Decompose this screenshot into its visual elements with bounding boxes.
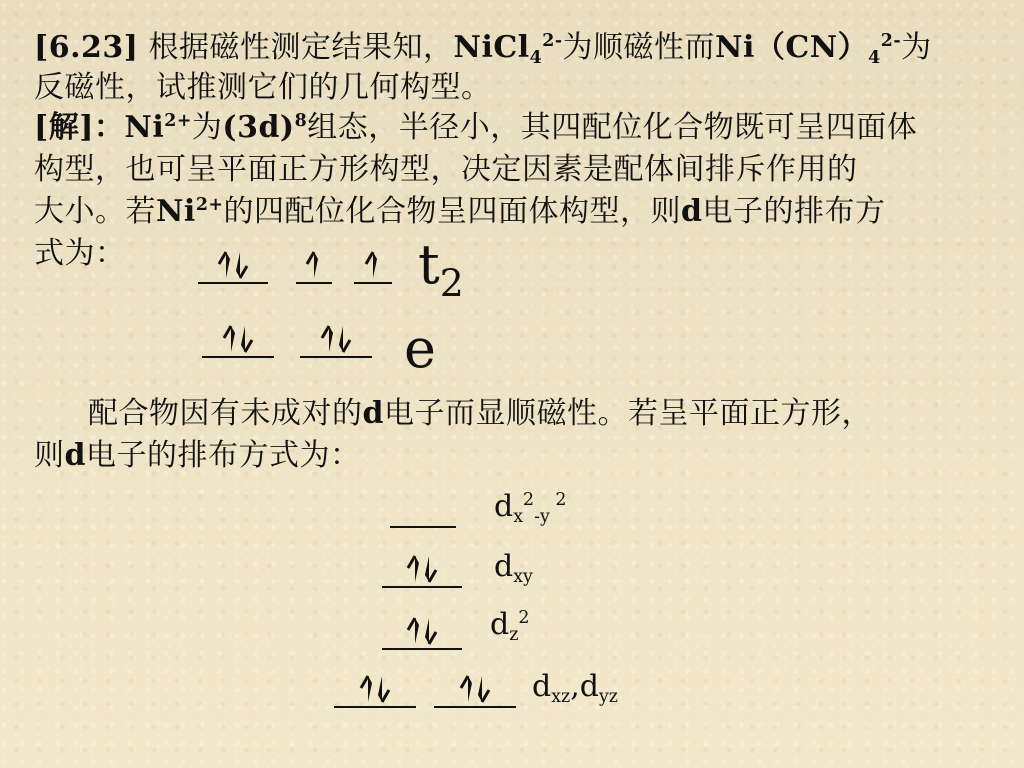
- e-orbital-1: [202, 318, 274, 358]
- electron-up-icon: [363, 248, 383, 282]
- e-orbital-2: [300, 318, 372, 358]
- t2-orbital-1: [198, 244, 268, 284]
- formula-nicl4: NiCl$_4^{2-}$: [453, 30, 563, 69]
- paragraph2-line-1: 配合物因有未成对的d电子而显顺磁性。若呈平面正方形，: [88, 396, 872, 431]
- problem-id: [6.23]: [34, 30, 139, 65]
- dxy-orbital: [382, 548, 462, 588]
- dz2-orbital: [382, 610, 462, 650]
- solution-line-3: 大小。若$Ni^{2+}$的四配位化合物呈四面体构型，则d电子的排布方: [34, 194, 886, 229]
- dx2y2-orbital: [390, 488, 456, 528]
- problem-text-3: 为: [901, 30, 932, 65]
- problem-line-2: 反磁性，试推测它们的几何构型。: [34, 70, 492, 105]
- electron-pair-icon: [357, 672, 393, 706]
- dxz-dyz-label: $d_{xz},d_{yz}$: [532, 669, 618, 708]
- electron-pair-icon: [404, 614, 440, 648]
- electron-up-icon: [304, 248, 324, 282]
- problem-line-1: [34, 28, 994, 68]
- dx2y2-label: $d_x^2_{-y}$ $^2$: [494, 489, 567, 528]
- problem-text-2: 为顺磁性而: [562, 30, 716, 65]
- formula-nicn4: $Ni(CN)_4^{2-}$: [715, 30, 902, 69]
- solution-line-2: 构型，也可呈平面正方形构型，决定因素是配体间排斥作用的: [34, 152, 858, 187]
- ni-ion: $Ni^{2+}$: [124, 110, 192, 145]
- paragraph2-line-2: 则d电子的排布方式为：: [34, 438, 361, 473]
- electron-pair-icon: [457, 672, 493, 706]
- t2-orbital-3: [354, 244, 392, 284]
- t2-orbital-2: [296, 244, 332, 284]
- dxz-orbital: [334, 668, 416, 708]
- solution-line-1: [解]：$Ni^{2+}$为$(3d)^8$组态，半径小，其四配位化合物既可呈四面体: [34, 110, 918, 145]
- solution-label: [解]：: [34, 110, 125, 145]
- electron-pair-icon: [220, 322, 256, 356]
- dxy-label: $d_{xy}$: [494, 549, 533, 588]
- electron-pair-icon: [318, 322, 354, 356]
- t2-label: $t_2$: [418, 233, 464, 306]
- solution-line-4: 式为：: [34, 236, 126, 271]
- d8-config: $(3d)^8$: [222, 110, 308, 145]
- problem-text-1: 根据磁性测定结果知，: [138, 30, 454, 65]
- dz2-label: $d_z^2$: [490, 607, 530, 646]
- dyz-orbital: [434, 668, 516, 708]
- e-label: e: [404, 317, 436, 380]
- electron-pair-icon: [404, 552, 440, 586]
- electron-pair-icon: [215, 248, 251, 282]
